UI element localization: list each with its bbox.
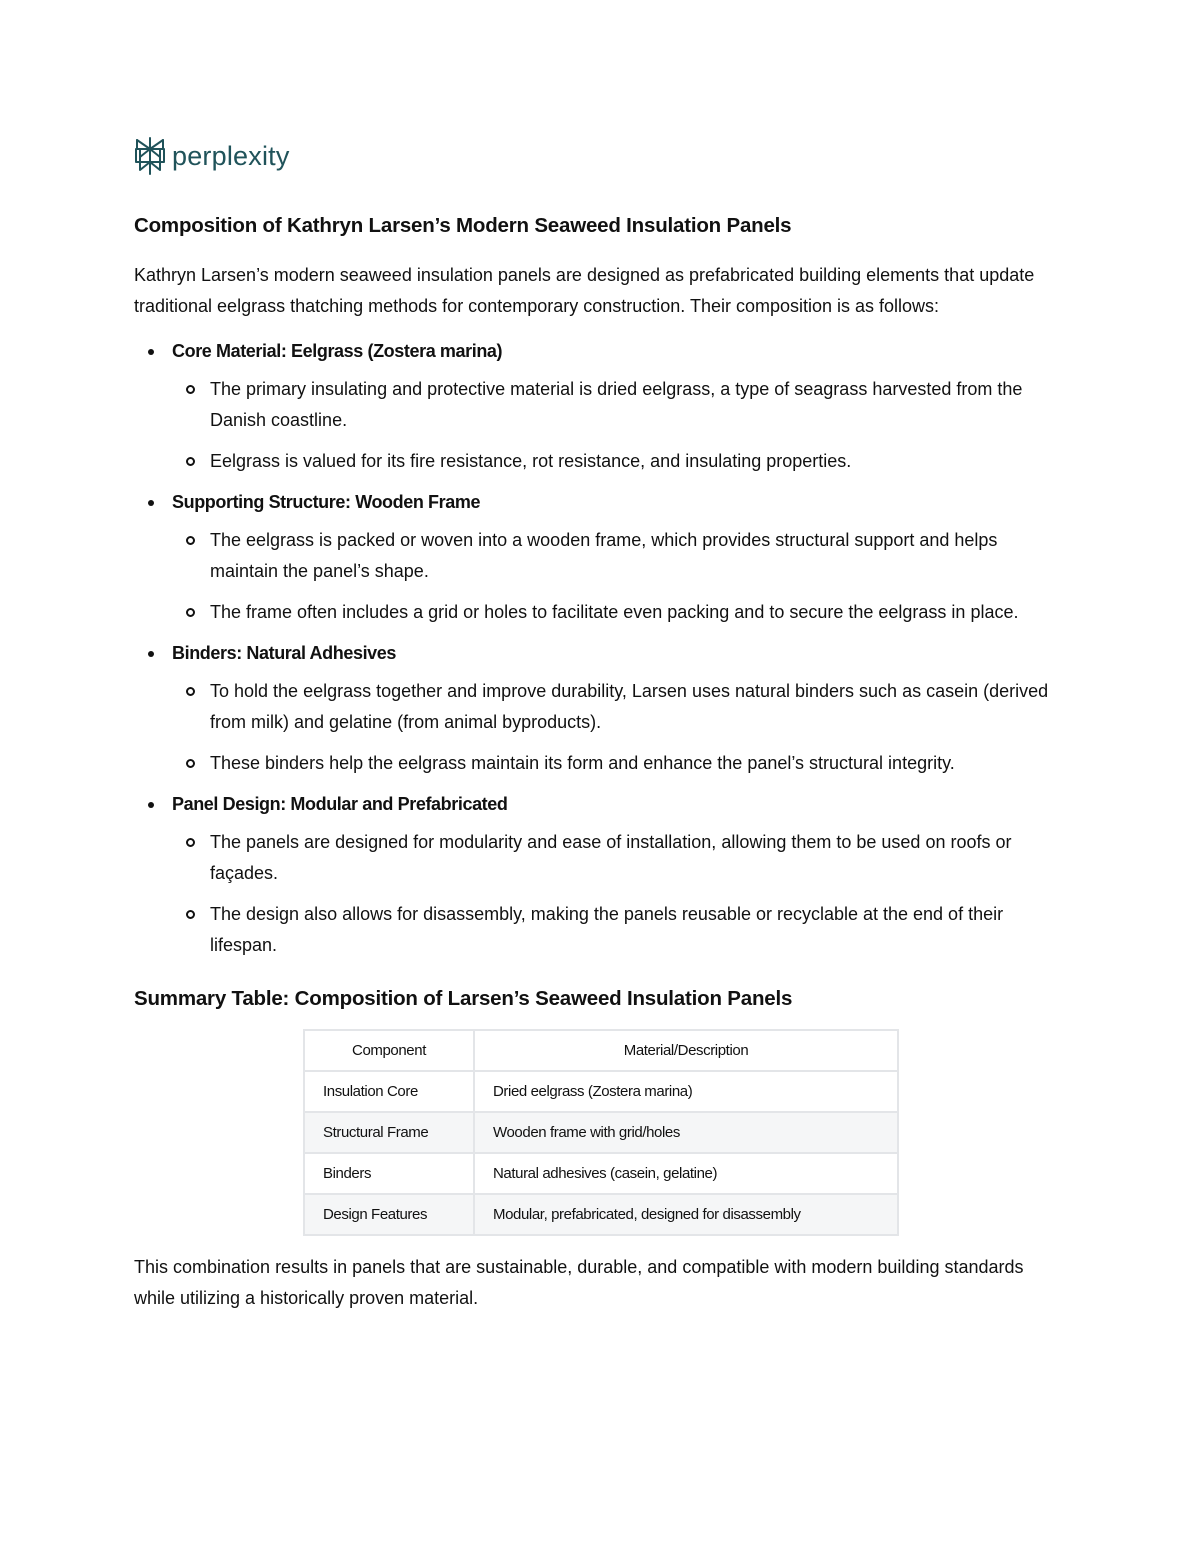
column-header: Component — [304, 1030, 474, 1071]
table-cell: Design Features — [304, 1194, 474, 1235]
sub-list-item: Eelgrass is valued for its fire resistance, rot resistance, and insulating properties. — [172, 446, 1064, 477]
sub-list-item: The eelgrass is packed or woven into a wooden frame, which provides structural support and helps maintain the panel’s shape. — [172, 525, 1064, 587]
list-item — [134, 487, 1064, 628]
section-heading: Binders: Natural Adhesives — [172, 643, 397, 663]
table-row — [304, 1194, 898, 1235]
table-row — [304, 1071, 898, 1112]
sub-list — [172, 827, 1064, 961]
section-heading: Supporting Structure: Wooden Frame — [172, 492, 481, 512]
table-header-row — [304, 1030, 898, 1071]
table-cell: Dried eelgrass (Zostera marina) — [474, 1071, 898, 1112]
sub-list-item: The panels are designed for modularity and ease of installation, allowing them to be used on roofs or façades. — [172, 827, 1064, 889]
sub-list — [172, 676, 1064, 779]
perplexity-logo-icon — [134, 137, 166, 175]
table-cell: Modular, prefabricated, designed for disassembly — [474, 1194, 898, 1235]
table-row — [304, 1153, 898, 1194]
list-item — [134, 336, 1064, 477]
column-header: Material/Description — [474, 1030, 898, 1071]
sub-list-item: These binders help the eelgrass maintain its form and enhance the panel’s structural integrity. — [172, 748, 1064, 779]
intro-paragraph: Kathryn Larsen’s modern seaweed insulation panels are designed as prefabricated building elements that update traditional eelgrass thatching methods for contemporary construction. Their composition is as follows: — [134, 265, 1035, 316]
table-cell: Insulation Core — [304, 1071, 474, 1112]
perplexity-logo — [134, 136, 290, 176]
document-content — [134, 210, 1064, 1314]
document-title: Composition of Kathryn Larsen’s Modern Seaweed Insulation Panels — [134, 214, 792, 237]
table-cell: Wooden frame with grid/holes — [474, 1112, 898, 1153]
composition-list — [134, 336, 1064, 961]
list-item — [134, 789, 1064, 961]
table-cell: Structural Frame — [304, 1112, 474, 1153]
sub-list — [172, 374, 1064, 477]
table-cell: Binders — [304, 1153, 474, 1194]
sub-list-item: To hold the eelgrass together and improve durability, Larsen uses natural binders such as casein (derived from milk) and gelatine (from animal byproducts). — [172, 676, 1064, 738]
list-item — [134, 638, 1064, 779]
sub-list-item: The primary insulating and protective material is dried eelgrass, a type of seagrass harvested from the Danish coastline. — [172, 374, 1064, 436]
closing-paragraph: This combination results in panels that are sustainable, durable, and compatible with modern building standards while utilizing a historically proven material. — [134, 1257, 1024, 1308]
summary-heading: Summary Table: Composition of Larsen’s Seaweed Insulation Panels — [134, 987, 793, 1010]
section-heading: Panel Design: Modular and Prefabricated — [172, 794, 508, 814]
summary-table — [303, 1029, 899, 1236]
sub-list-item: The design also allows for disassembly, making the panels reusable or recyclable at the end of their lifespan. — [172, 899, 1064, 961]
table-row — [304, 1112, 898, 1153]
section-heading: Core Material: Eelgrass (Zostera marina) — [172, 341, 503, 361]
perplexity-wordmark: perplexity — [172, 140, 290, 171]
sub-list — [172, 525, 1064, 628]
sub-list-item: The frame often includes a grid or holes to facilitate even packing and to secure the eelgrass in place. — [172, 597, 1064, 628]
table-cell: Natural adhesives (casein, gelatine) — [474, 1153, 898, 1194]
